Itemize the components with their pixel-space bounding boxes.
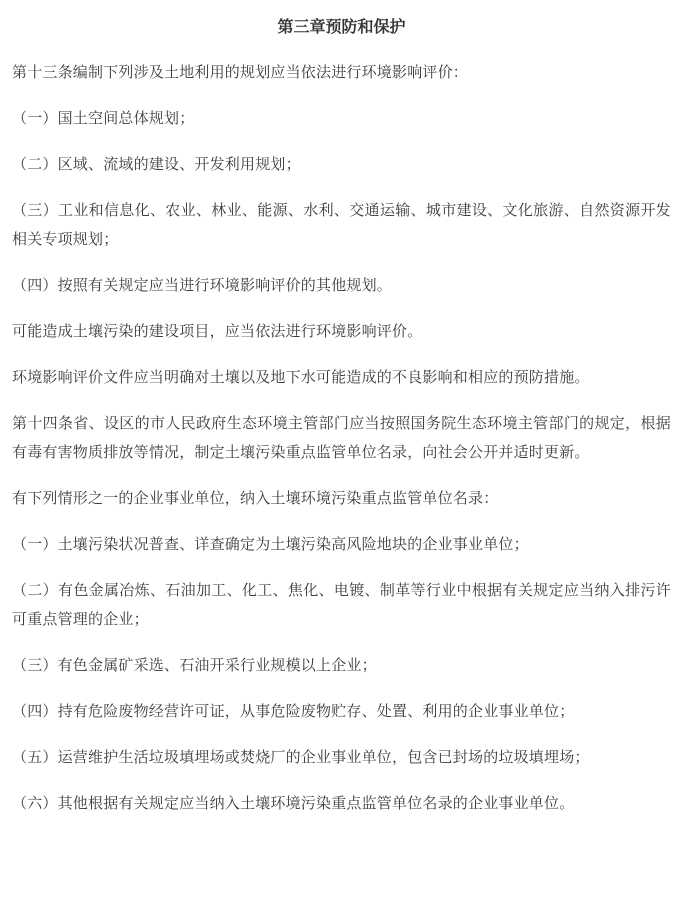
- paragraph-construction-projects: 可能造成土壤污染的建设项目，应当依法进行环境影响评价。: [12, 322, 423, 340]
- list-item-1: （一）国土空间总体规划；: [12, 109, 195, 127]
- list-item-2: （二）区域、流域的建设、开发利用规划；: [12, 155, 301, 173]
- paragraph-article-13: 第十三条编制下列涉及土地利用的规划应当依法进行环境影响评价：: [12, 63, 469, 81]
- condition-item-5: （五）运营维护生活垃圾填埋场或焚烧厂的企业事业单位，包含已封场的垃圾填埋场；: [12, 748, 590, 766]
- condition-item-2: （二）有色金属冶炼、石油加工、化工、焦化、电镀、制革等行业中根据有关规定应当纳入排污许可重点管理的企业；: [12, 581, 671, 628]
- condition-item-6: （六）其他根据有关规定应当纳入土壤环境污染重点监管单位名录的企业事业单位。: [12, 794, 575, 812]
- condition-item-3: （三）有色金属矿采选、石油开采行业规模以上企业；: [12, 656, 377, 674]
- condition-item-4: （四）持有危险废物经营许可证，从事危险废物贮存、处置、利用的企业事业单位；: [12, 702, 575, 720]
- paragraph-conditions: 有下列情形之一的企业事业单位，纳入土壤环境污染重点监管单位名录：: [12, 489, 499, 507]
- condition-item-1: （一）土壤污染状况普查、详查确定为土壤污染高风险地块的企业事业单位；: [12, 535, 529, 553]
- chapter-title: 第三章预防和保护: [277, 17, 406, 36]
- list-item-3: （三）工业和信息化、农业、林业、能源、水利、交通运输、城市建设、文化旅游、自然资源开发相关专项规划；: [12, 201, 671, 248]
- list-item-4: （四）按照有关规定应当进行环境影响评价的其他规划。: [12, 276, 393, 294]
- paragraph-eia-documents: 环境影响评价文件应当明确对土壤以及地下水可能造成的不良影响和相应的预防措施。: [12, 368, 590, 386]
- document-page: [0, 14, 683, 900]
- paragraph-article-14: 第十四条省、设区的市人民政府生态环境主管部门应当按照国务院生态环境主管部门的规定，根据有毒有害物质排放等情况，制定土壤污染重点监管单位名录，向社会公开并适时更新。: [12, 414, 671, 461]
